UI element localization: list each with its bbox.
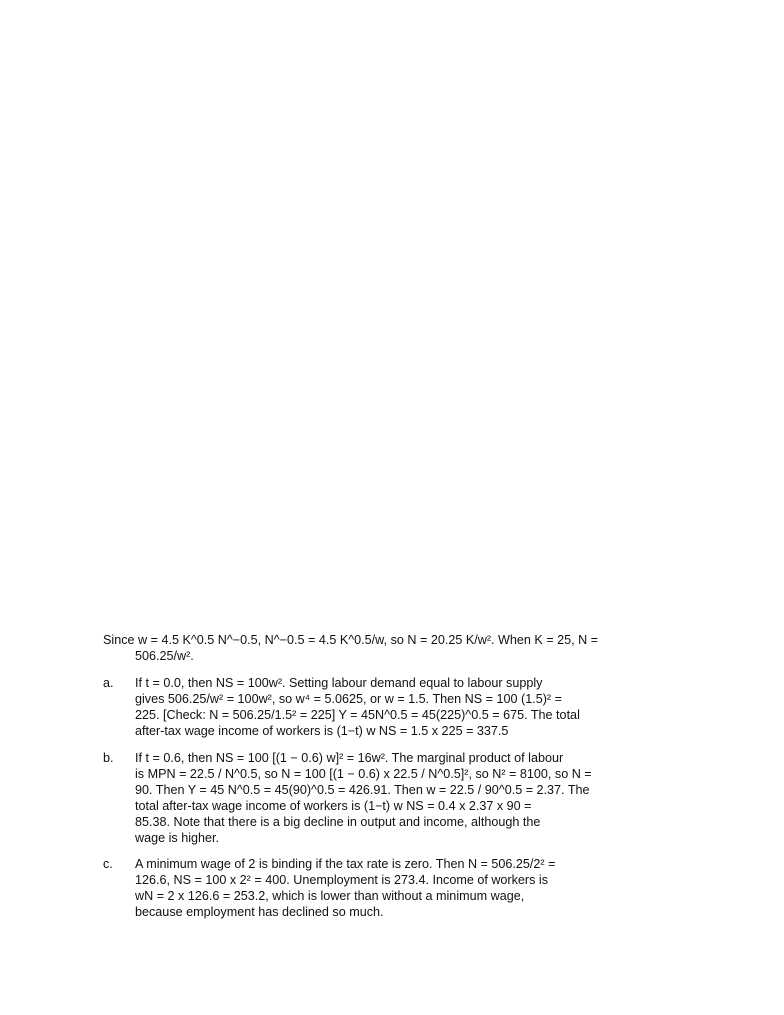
item-line: gives 506.25/w² = 100w², so w⁴ = 5.0625, or w = 1.5. Then NS = 100 (1.5)² = xyxy=(135,692,562,706)
intro-paragraph xyxy=(103,632,623,664)
item-line: A minimum wage of 2 is binding if the tax rate is zero. Then N = 506.25/2² = xyxy=(135,857,556,871)
item-line: wage is higher. xyxy=(135,831,220,845)
item-letter: b. xyxy=(103,751,114,765)
item-line: 225. [Check: N = 506.25/1.5² = 225] Y = 45N^0.5 = 45(225)^0.5 = 675. The total xyxy=(135,708,580,722)
item-line: 126.6, NS = 100 x 2² = 400. Unemployment is 273.4. Income of workers is xyxy=(135,873,549,887)
item-line: total after-tax wage income of workers is (1−t) w NS = 0.4 x 2.37 x 90 = xyxy=(135,799,532,813)
item-line: after-tax wage income of workers is (1−t) w NS = 1.5 x 225 = 337.5 xyxy=(135,724,509,738)
answer-item-c xyxy=(103,856,623,920)
intro-line: 506.25/w². xyxy=(135,649,194,663)
item-line: If t = 0.0, then NS = 100w². Setting labour demand equal to labour supply xyxy=(135,676,543,690)
item-letter: c. xyxy=(103,857,113,871)
item-line: wN = 2 x 126.6 = 253.2, which is lower than without a minimum wage, xyxy=(135,889,525,903)
answer-item-b xyxy=(103,750,623,846)
item-letter: a. xyxy=(103,676,114,690)
intro-line: Since w = 4.5 K^0.5 N^−0.5, N^−0.5 = 4.5 K^0.5/w, so N = 20.25 K/w². When K = 25, N = xyxy=(103,633,599,647)
item-line: because employment has declined so much. xyxy=(135,905,384,919)
item-line: If t = 0.6, then NS = 100 [(1 − 0.6) w]² = 16w². The marginal product of labour xyxy=(135,751,564,765)
item-line: 85.38. Note that there is a big decline in output and income, although the xyxy=(135,815,541,829)
answer-item-a xyxy=(103,675,623,739)
item-line: 90. Then Y = 45 N^0.5 = 45(90)^0.5 = 426.91. Then w = 22.5 / 90^0.5 = 2.37. The xyxy=(135,783,590,797)
document-text xyxy=(103,632,623,920)
item-line: is MPN = 22.5 / N^0.5, so N = 100 [(1 − 0.6) x 22.5 / N^0.5]², so N² = 8100, so N = xyxy=(135,767,592,781)
